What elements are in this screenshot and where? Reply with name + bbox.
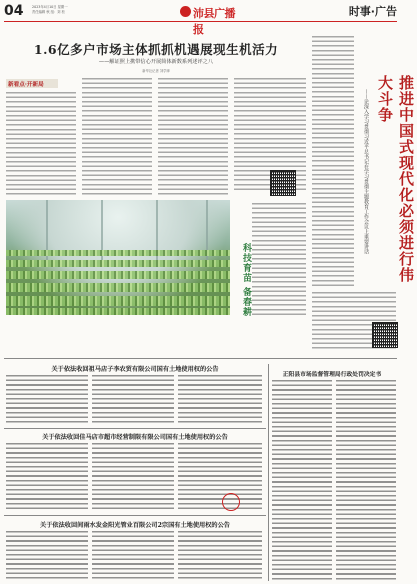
article-headline: 1.6亿多户市场主体抓抓机遇展现生机活力 — [33, 42, 279, 57]
notice-3-column-2 — [92, 531, 174, 581]
masthead — [4, 3, 397, 36]
notice-3-column-3 — [178, 531, 262, 581]
notice-1-column-2 — [92, 375, 174, 423]
body-column-1 — [6, 92, 76, 195]
penalty-notice-title: 正阳县市场监督管理局行政处罚决定书 — [282, 372, 382, 378]
qr-code-icon — [372, 322, 398, 348]
penalty-notice-column-1 — [272, 380, 332, 580]
editor-text: 责任编辑 秋 组：刘 松 — [32, 9, 65, 14]
newspaper-logo — [180, 4, 240, 36]
notice-2-column-2 — [92, 443, 174, 511]
date-line — [32, 5, 92, 14]
notice-title-2: 关于依法收回佳马店市超市经营制限有限公司国有土地使用权的公告 — [42, 434, 228, 441]
logo-seal-icon — [180, 6, 191, 17]
notice-1-column-1 — [6, 375, 88, 423]
notice-2-column-3 — [178, 443, 262, 511]
photo-caption-text — [252, 203, 306, 318]
penalty-notice-column-2 — [336, 380, 396, 580]
commentary-banner — [356, 75, 415, 295]
section-title: 时事·广告 — [348, 5, 397, 18]
logo-text: 沛县广播报 — [193, 7, 235, 36]
body-column-2 — [82, 78, 152, 195]
column-label-box — [6, 79, 58, 88]
notice-2-column-1 — [6, 443, 88, 511]
column-label: 新看点·开新局 — [8, 82, 44, 88]
notice-3-column-1 — [6, 531, 88, 581]
article-byline: 新华社记者 刘学律 — [142, 69, 170, 73]
notice-divider — [4, 428, 266, 429]
greenhouse-seedling-photo — [6, 200, 230, 315]
qr-code-icon — [270, 170, 296, 196]
notice-title-3: 关于依法收回间雨水发金阳光管业百限公司2宗国有土地使用权的公告 — [40, 522, 230, 529]
notice-title-1: 关于依法收回祖马店子李农贸有限公司国有土地使用权的公告 — [51, 366, 219, 373]
commentary-title: 推进中国式现代化必须进行伟大斗争 — [376, 75, 415, 283]
vertical-divider — [268, 364, 269, 581]
article-subhead: ——解证照上携带信心开展简体新数系列述评之八 — [98, 59, 214, 65]
commentary-subtitle: ——论深入学习贯彻习近平总书记在学习贯彻主题教育工作会议上重要讲话 — [363, 89, 369, 254]
body-column-3 — [158, 78, 228, 195]
date-text: 2023年4月10日 星期一 — [32, 5, 68, 9]
section-divider — [4, 358, 397, 359]
photo-feature-title: 科技育苗 备春耕 — [241, 243, 251, 318]
notice-1-column-3 — [178, 375, 262, 423]
official-seal-icon — [222, 493, 240, 511]
page-number: 04 — [4, 3, 24, 19]
commentary-column-1 — [312, 36, 354, 286]
notice-divider — [4, 515, 266, 516]
